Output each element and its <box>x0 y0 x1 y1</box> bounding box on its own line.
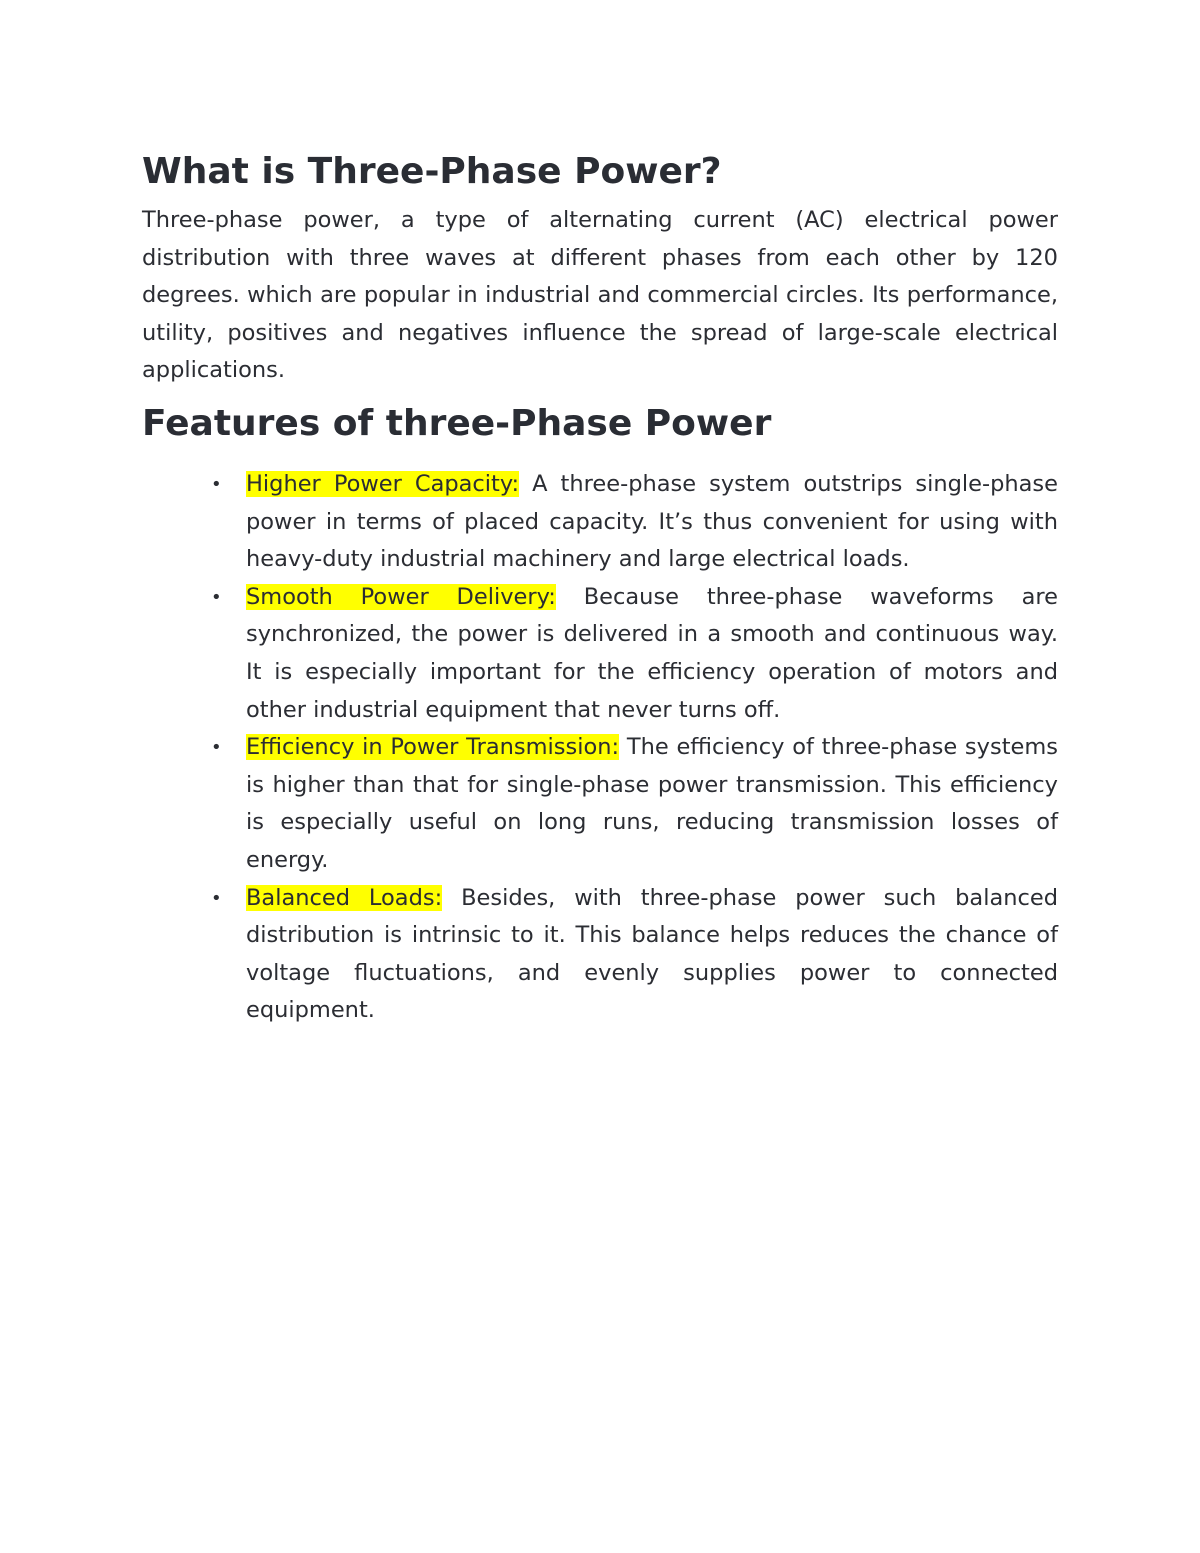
list-item <box>211 579 1059 729</box>
feature-description: The efficiency of three-phase systems is higher than that for single-phase power transmission. This efficiency is especially useful on long runs, reducing transmission losses of energy. <box>246 734 1059 873</box>
bullet-icon: • <box>211 586 222 608</box>
feature-description: A three-phase system outstrips single-phase power in terms of placed capacity. It’s thus convenient for using with heavy-duty industrial machinery and large electrical loads. <box>246 470 1058 573</box>
bullet-icon: • <box>211 473 222 495</box>
bullet-icon: • <box>211 887 222 909</box>
page-title: What is Three-Phase Power? <box>142 151 722 192</box>
feature-term-highlight: Higher Power Capacity: <box>246 470 520 497</box>
document-page <box>142 148 1058 1030</box>
features-list <box>142 466 1058 1030</box>
feature-term-highlight: Efficiency in Power Transmission: <box>246 734 620 761</box>
list-item <box>211 466 1058 579</box>
feature-term-highlight: Balanced Loads: <box>246 884 443 911</box>
list-item <box>211 880 1059 1030</box>
features-heading: Features of three-Phase Power <box>142 402 772 444</box>
list-item <box>211 729 1059 879</box>
bullet-icon: • <box>211 737 222 759</box>
feature-description: Because three-phase waveforms are synchronized, the power is delivered in a smooth and continuous way. It is especially important for the efficiency operation of motors and other industrial equipment that never turns off. <box>246 583 1059 723</box>
feature-term-highlight: Smooth Power Delivery: <box>246 583 556 610</box>
feature-description: Besides, with three-phase power such balanced distribution is intrinsic to it. This balance helps reduces the chance of voltage fluctuations, and evenly supplies power to connected equipment. <box>246 884 1059 1024</box>
intro-paragraph: Three-phase power, a type of alternating current (AC) electrical power distribution with three waves at different phases from each other by 120 degrees. which are popular in industrial and commercial circles. Its performance, utility, positives and negatives influence the spread of large-scale electrical applications. <box>142 207 1058 384</box>
